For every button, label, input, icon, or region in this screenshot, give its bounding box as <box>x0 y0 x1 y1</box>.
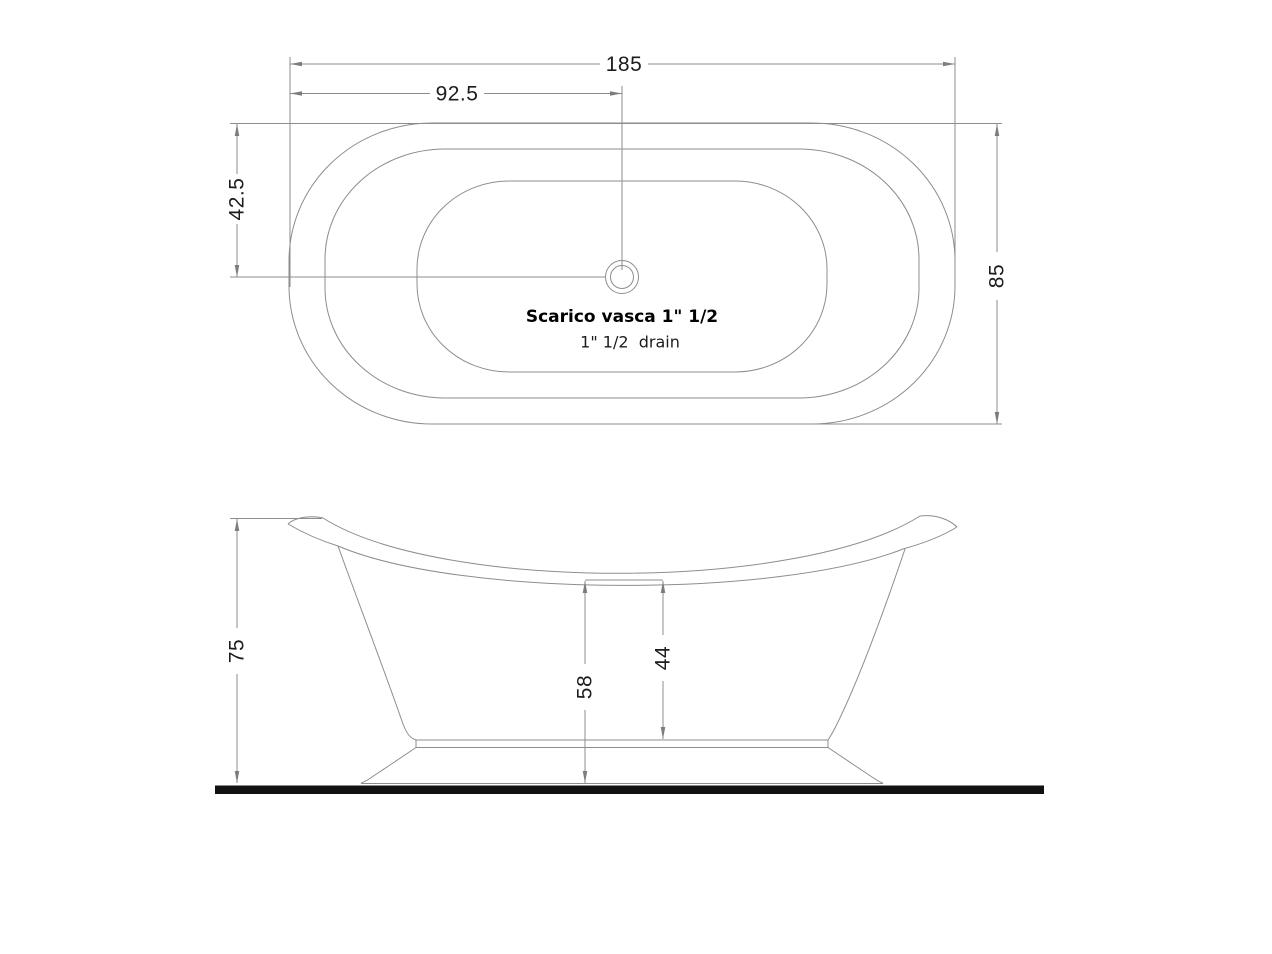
left-wall <box>338 546 416 740</box>
right-lip-top-edge <box>920 516 957 527</box>
dimension-label: 92.5 <box>435 82 479 106</box>
ground-line <box>215 786 1044 795</box>
dimension-label: 42.5 <box>225 177 249 221</box>
right-lip-underside <box>903 527 957 549</box>
rim-outer-curve <box>323 516 920 573</box>
plan-view <box>225 52 1009 424</box>
dimension-half-length <box>290 82 622 106</box>
drain-label-primary: Scarico vasca 1" 1/2 <box>525 307 719 327</box>
left-lip-top-edge <box>288 517 323 524</box>
dimension-total-height <box>225 519 249 783</box>
drain-label-secondary: 1" 1/2 drain <box>580 332 680 352</box>
dimension-half-width <box>225 124 249 277</box>
rim-inner-curve <box>338 546 903 585</box>
plinth-skirt-left <box>361 748 416 784</box>
dimension-label: 58 <box>573 674 597 700</box>
plinth-skirt-right <box>828 748 883 784</box>
elevation-view <box>215 516 1044 794</box>
dimension-total-length <box>290 52 955 76</box>
left-lip-underside <box>288 524 338 546</box>
dimension-label: 85 <box>985 263 1009 289</box>
dimension-label: 185 <box>605 53 643 76</box>
dimension-label: 75 <box>225 638 249 664</box>
dimension-total-width <box>985 124 1009 424</box>
dimension-inner-depth <box>651 581 675 739</box>
dimension-rim-height <box>573 581 597 783</box>
dimension-label: 44 <box>651 645 675 671</box>
right-wall <box>828 549 905 740</box>
drain-icon <box>606 261 639 294</box>
